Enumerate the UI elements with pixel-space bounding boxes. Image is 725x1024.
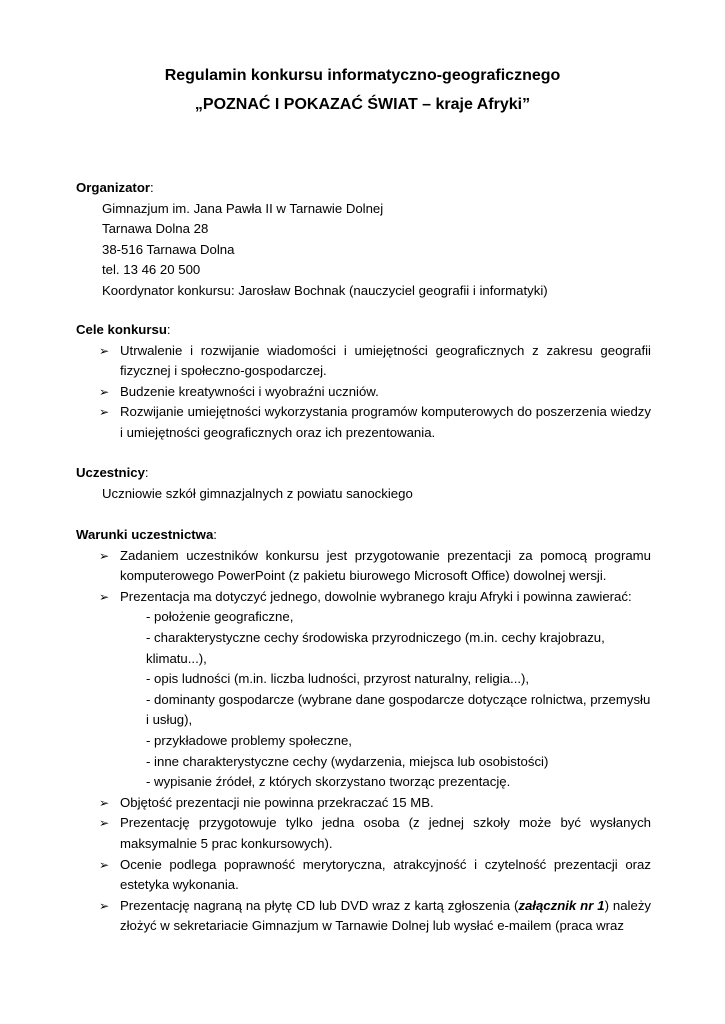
attachment-reference: załącznik nr 1 <box>518 897 605 913</box>
condition-text: Prezentację nagraną na płytę CD lub DVD wraz z kartą zgłoszenia ( <box>120 897 519 913</box>
document-title: Regulamin konkursu informatyczno-geograficznego <box>164 67 561 84</box>
presentation-contents-list <box>76 607 651 792</box>
arrow-bullet-icon: ➢ <box>99 589 110 604</box>
list-item: - przykładowe problemy społeczne, <box>146 732 352 748</box>
goal-text: Utrwalenie i rozwijanie wiadomości i umiejętności geograficznych z zakresu geografii fizycznej i społeczno-gospodarczej. <box>120 342 651 379</box>
condition-text: ) należy złożyć w sekretariacie Gimnazjum w Tarnawie Dolnej lub wysłać e-mailem (praca wraz <box>120 897 652 934</box>
list-item: - opis ludności (m.in. liczba ludności, przyrost naturalny, religia...), <box>146 671 530 687</box>
organizer-section <box>76 178 651 302</box>
arrow-bullet-icon: ➢ <box>99 795 110 810</box>
goals-colon: : <box>166 322 171 337</box>
goal-text: Budzenie kreatywności i wyobraźni uczniów. <box>120 383 379 399</box>
condition-text: Prezentacja ma dotyczyć jednego, dowolnie wybranego kraju Afryki i powinna zawierać: <box>120 588 632 604</box>
conditions-list-continued <box>76 793 651 937</box>
condition-text: Objętość prezentacji nie powinna przekraczać 15 MB. <box>120 794 434 810</box>
conditions-list <box>76 546 651 608</box>
goals-section <box>76 320 651 444</box>
list-item <box>76 382 651 403</box>
conditions-colon: : <box>213 527 217 542</box>
arrow-bullet-icon: ➢ <box>99 405 110 420</box>
arrow-bullet-icon: ➢ <box>99 816 110 831</box>
goals-list <box>76 341 651 444</box>
list-item: - charakterystyczne cechy środowiska przyrodniczego (m.in. cechy krajobrazu, klimatu...), <box>146 629 605 666</box>
list-item <box>76 341 651 382</box>
conditions-section <box>76 525 651 937</box>
arrow-bullet-icon: ➢ <box>99 857 110 872</box>
condition-text: Zadaniem uczestników konkursu jest przygotowanie prezentacji za pomocą programu komputerowego PowerPoint (z pakietu biurowego Microsoft Office) dowolnej wersji. <box>120 547 651 584</box>
arrow-bullet-icon: ➢ <box>99 548 110 563</box>
list-item <box>76 896 651 937</box>
list-item: - inne charakterystyczne cechy (wydarzenia, miejsca lub osobistości) <box>146 753 549 769</box>
list-item <box>76 793 651 814</box>
goals-heading: Cele konkursu <box>76 322 167 337</box>
organizer-line: Tarnawa Dolna 28 <box>102 221 209 237</box>
list-item: - położenie geograficzne, <box>146 609 294 625</box>
organizer-coordinator: Koordynator konkursu: Jarosław Bochnak (nauczyciel geografii i informatyki) <box>102 282 548 298</box>
arrow-bullet-icon: ➢ <box>99 343 110 358</box>
conditions-heading: Warunki uczestnictwa <box>76 527 214 542</box>
participants-text: Uczniowie szkół gimnazjalnych z powiatu sanockiego <box>102 485 413 501</box>
organizer-heading: Organizator <box>76 180 151 195</box>
list-item <box>76 402 651 443</box>
organizer-line: 38-516 Tarnawa Dolna <box>102 241 235 257</box>
list-item <box>76 813 651 854</box>
arrow-bullet-icon: ➢ <box>99 898 110 913</box>
list-item <box>76 855 651 896</box>
organizer-line: tel. 13 46 20 500 <box>102 262 201 278</box>
condition-text: Prezentację przygotowuje tylko jedna osoba (z jednej szkoły może być wysłanych maksymalnie 5 prac konkursowych). <box>120 815 651 851</box>
goal-text: Rozwijanie umiejętności wykorzystania programów komputerowych do poszerzenia wiedzy i umiejętności geograficznych oraz ich prezentowania. <box>120 404 651 440</box>
organizer-line: Gimnazjum im. Jana Pawła II w Tarnawie Dolnej <box>102 200 384 216</box>
list-item: - dominanty gospodarcze (wybrane dane gospodarcze dotyczące rolnictwa, przemysłu i usług), <box>146 691 651 728</box>
condition-text: Ocenie podlega poprawność merytoryczna, atrakcyjność i czytelność prezentacji oraz estetyka wykonania. <box>120 856 651 893</box>
list-item <box>76 546 651 587</box>
list-item: - wypisanie źródeł, z których skorzystano tworząc prezentację. <box>146 774 511 790</box>
arrow-bullet-icon: ➢ <box>99 384 110 399</box>
participants-heading: Uczestnicy <box>76 465 145 480</box>
participants-section <box>76 463 651 504</box>
participants-colon: : <box>144 465 149 480</box>
list-item <box>76 587 651 608</box>
organizer-colon: : <box>150 180 154 195</box>
document-subtitle: „POZNAĆ I POKAZAĆ ŚWIAT – kraje Afryki” <box>194 96 531 113</box>
